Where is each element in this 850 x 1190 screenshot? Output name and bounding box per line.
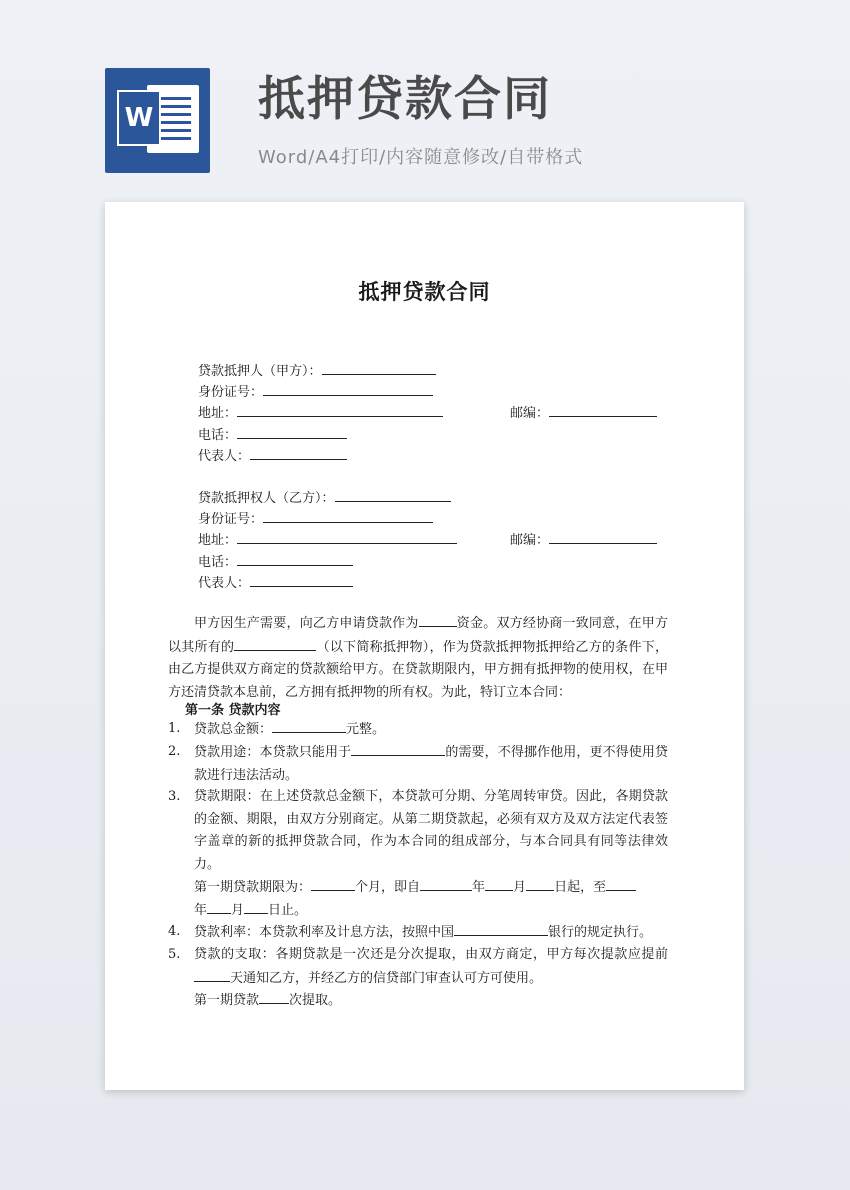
page-title: 抵押贷款合同 — [258, 72, 552, 127]
party-b-name-field: 贷款抵押权人（乙方）： — [198, 487, 451, 509]
document-title: 抵押贷款合同 — [358, 280, 491, 304]
list-item: 4. 贷款利率：本贷款利率及计息方法，按照中国 银行的规定执行。 — [168, 921, 668, 945]
list-item: 2. 贷款用途：本贷款只能用于 的需要，不得挪作他用，更不得使用贷款进行违法活动。 — [168, 741, 668, 787]
party-b-phone-field: 电话： — [198, 551, 353, 573]
party-b-rep-field: 代表人： — [198, 572, 353, 594]
party-a-name-field: 贷款抵押人（甲方）： — [198, 360, 436, 382]
list-item: 3. 贷款期限：在上述贷款总金额下，本贷款可分期、分笔周转审贷。因此，各期贷款的金额、期限，由双方分别商定。从第二期贷款起，必须有双方及双方法定代表签字盖章的新的抵押贷款合同，作为本合同的组成部分，与本合同具有同等法律效力。 — [168, 789, 668, 872]
party-a-phone-field: 电话： — [198, 424, 347, 446]
page-subtitle: Word/A4打印/内容随意修改/自带格式 — [258, 147, 584, 168]
party-a-rep-field: 代表人： — [198, 445, 347, 467]
word-app-icon — [105, 68, 210, 173]
list-item: 1. 贷款总金额： 元整。 — [168, 718, 668, 742]
document-page — [105, 202, 744, 1090]
first-withdraw-line: 第一期贷款 次提取。 — [194, 989, 341, 1013]
list-item: 5. 贷款的支取：各期贷款是一次还是分次提取，由双方商定，甲方每次提款应提前天通知乙方，并经乙方的信贷部门审查认可方可使用。 — [168, 947, 668, 986]
word-letter-icon: W — [117, 90, 161, 146]
intro-paragraph: 甲方因生产需要，向乙方申请贷款作为 资金。双方经协商一致同意，在甲方以其所有的 （以下简称抵押物），作为贷款抵押物抵押给乙方的条件下，由乙方提供双方商定的贷款额给甲方。在贷款期限内，甲方拥有抵押物的使用权，在甲方还清贷款本息前，乙方拥有抵押物的所有权。为此，特订立本合同： — [168, 612, 668, 704]
party-b-address-field: 地址： — [198, 529, 457, 551]
first-period-line-2: 年 月 日止。 — [194, 899, 307, 923]
party-b-id-field: 身份证号： — [198, 508, 433, 530]
first-period-line: 第一期贷款期限为： 个月，即自 年 月 日起，至 — [194, 876, 636, 900]
party-a-postcode-field: 邮编： — [510, 402, 657, 424]
section-1-title: 第一条 贷款内容 — [185, 703, 281, 718]
party-a-id-field: 身份证号： — [198, 381, 433, 403]
party-a-address-field: 地址： — [198, 402, 443, 424]
party-b-postcode-field: 邮编： — [510, 529, 657, 551]
